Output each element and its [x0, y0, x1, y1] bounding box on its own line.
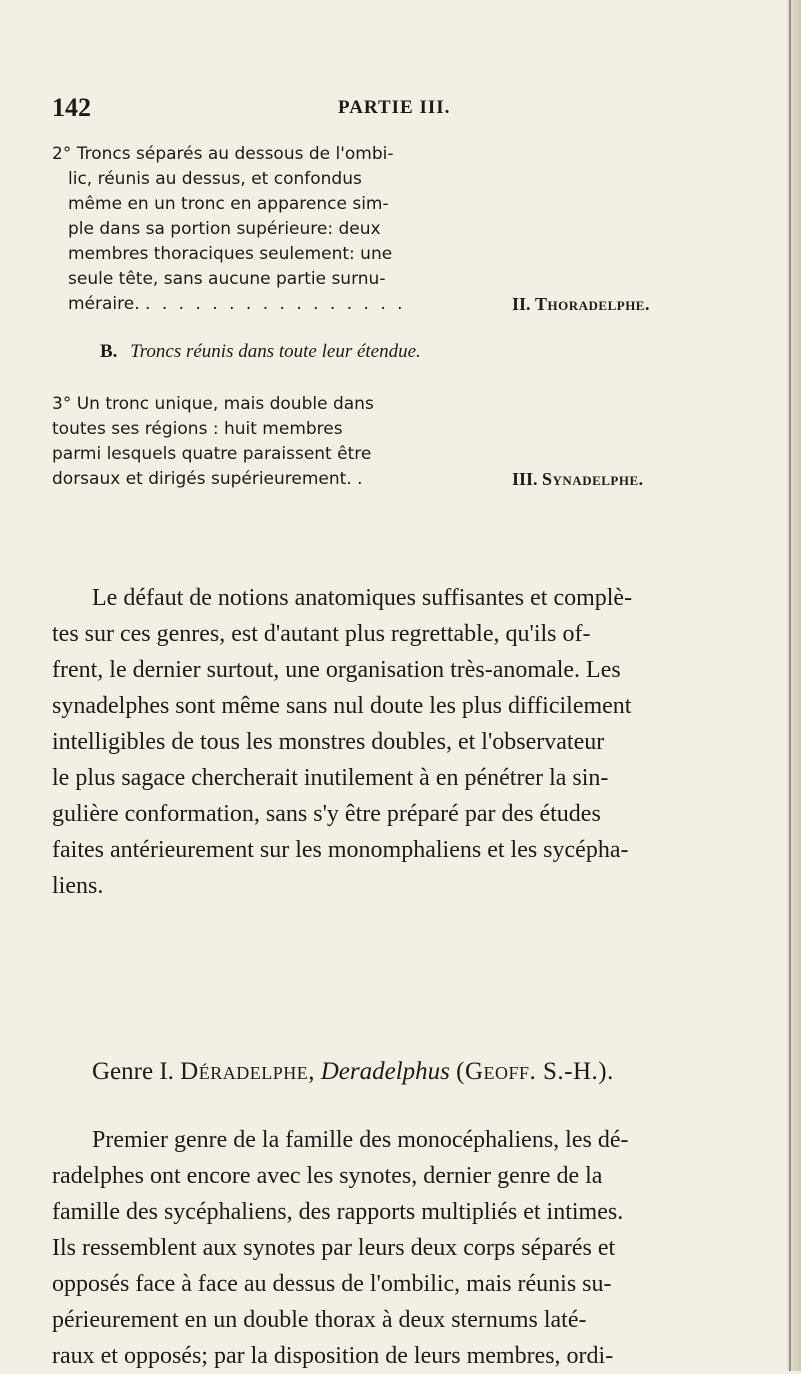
leader-dots: . . . . . . . . . . . . . . . .: [145, 294, 406, 314]
entry-line: 2° Troncs séparés au dessous de l'ombi-: [52, 144, 394, 164]
genus-prefix: Genre I.: [92, 1058, 174, 1085]
entry-line: [52, 467, 712, 492]
entry-line-text: dorsaux et dirigés supérieurement.: [52, 469, 352, 489]
entry-line: [52, 292, 712, 317]
paragraph-line: famille des sycéphaliens, des rapports multipliés et intimes.: [52, 1199, 624, 1225]
subheading-title: Troncs réunis dans toute leur étendue.: [130, 341, 421, 362]
paragraph-line: faites antérieurement sur les monomphaliens et les sycépha-: [52, 837, 629, 863]
entry-line: toutes ses régions : huit membres: [52, 419, 343, 439]
paragraph-line: Ils ressemblent aux synotes par leurs deux corps séparés et: [52, 1235, 616, 1261]
running-head: PARTIE III.: [338, 97, 451, 118]
genus-heading: [92, 1058, 752, 1086]
paragraph-line: Le défaut de notions anatomiques suffisantes et complè-: [92, 585, 633, 611]
entry-line: lic, réunis au dessus, et confondus: [68, 169, 362, 189]
page-edge-shadow: [789, 0, 791, 1371]
section-subheading: [100, 341, 700, 363]
paragraph-line: frent, le dernier surtout, une organisation très-anomale. Les: [52, 657, 621, 683]
paragraph-line: radelphes ont encore avec les synotes, dernier genre de la: [52, 1163, 603, 1189]
entry-line: même en un tronc en apparence sim-: [68, 194, 389, 214]
entry-line: 3° Un tronc unique, mais double dans: [52, 394, 374, 414]
paragraph-line: intelligibles de tous les monstres doubles, et l'observateur: [52, 729, 605, 755]
paragraph-line: Premier genre de la famille des monocéphaliens, les dé-: [92, 1127, 629, 1153]
genus-label: [512, 292, 650, 317]
page-header: [52, 93, 752, 123]
genus-separator: ,: [308, 1058, 315, 1085]
paragraph-line: liens.: [52, 873, 104, 899]
genus-common-name: Déradelphe: [180, 1058, 309, 1085]
paragraph-line: gulière conformation, sans s'y être préparé par des études: [52, 801, 601, 827]
genus-authority: (Geoff. S.-H.).: [456, 1058, 614, 1085]
paragraph-line: tes sur ces genres, est d'autant plus regrettable, qu'ils of-: [52, 621, 591, 647]
paragraph: [52, 1122, 752, 1374]
entry-line: membres thoraciques seulement: une: [68, 244, 393, 264]
paragraph-line: le plus sagace chercherait inutilement à en pénétrer la sin-: [52, 765, 609, 791]
classification-entry-3: [52, 392, 712, 492]
paragraph-line: synadelphes sont même sans nul doute les plus difficilement: [52, 693, 632, 719]
genus-numeral: II.: [512, 294, 531, 314]
subheading-letter: B.: [100, 341, 118, 362]
paragraph-line: raux et opposés; par la disposition de leurs membres, ordi-: [52, 1343, 614, 1369]
genus-numeral: III.: [512, 469, 538, 489]
entry-line: parmi lesquels quatre paraissent être: [52, 444, 372, 464]
entry-line-text: méraire.: [68, 294, 140, 314]
page-number: 142: [52, 93, 91, 122]
genus-label: [512, 467, 644, 492]
leader-dots: .: [357, 469, 363, 489]
entry-line: seule tête, sans aucune partie surnu-: [68, 269, 386, 289]
paragraph-line: périeurement en un double thorax à deux sternums laté-: [52, 1307, 587, 1333]
genus-name: Thoradelphe.: [535, 294, 650, 314]
classification-entry-2: [52, 142, 712, 317]
genus-latin-name: Deradelphus: [320, 1058, 450, 1085]
paragraph: [52, 580, 752, 904]
genus-name: Synadelphe.: [542, 469, 644, 489]
entry-line: ple dans sa portion supérieure: deux: [68, 219, 381, 239]
paragraph-line: opposés face à face au dessus de l'ombilic, mais réunis su-: [52, 1271, 612, 1297]
